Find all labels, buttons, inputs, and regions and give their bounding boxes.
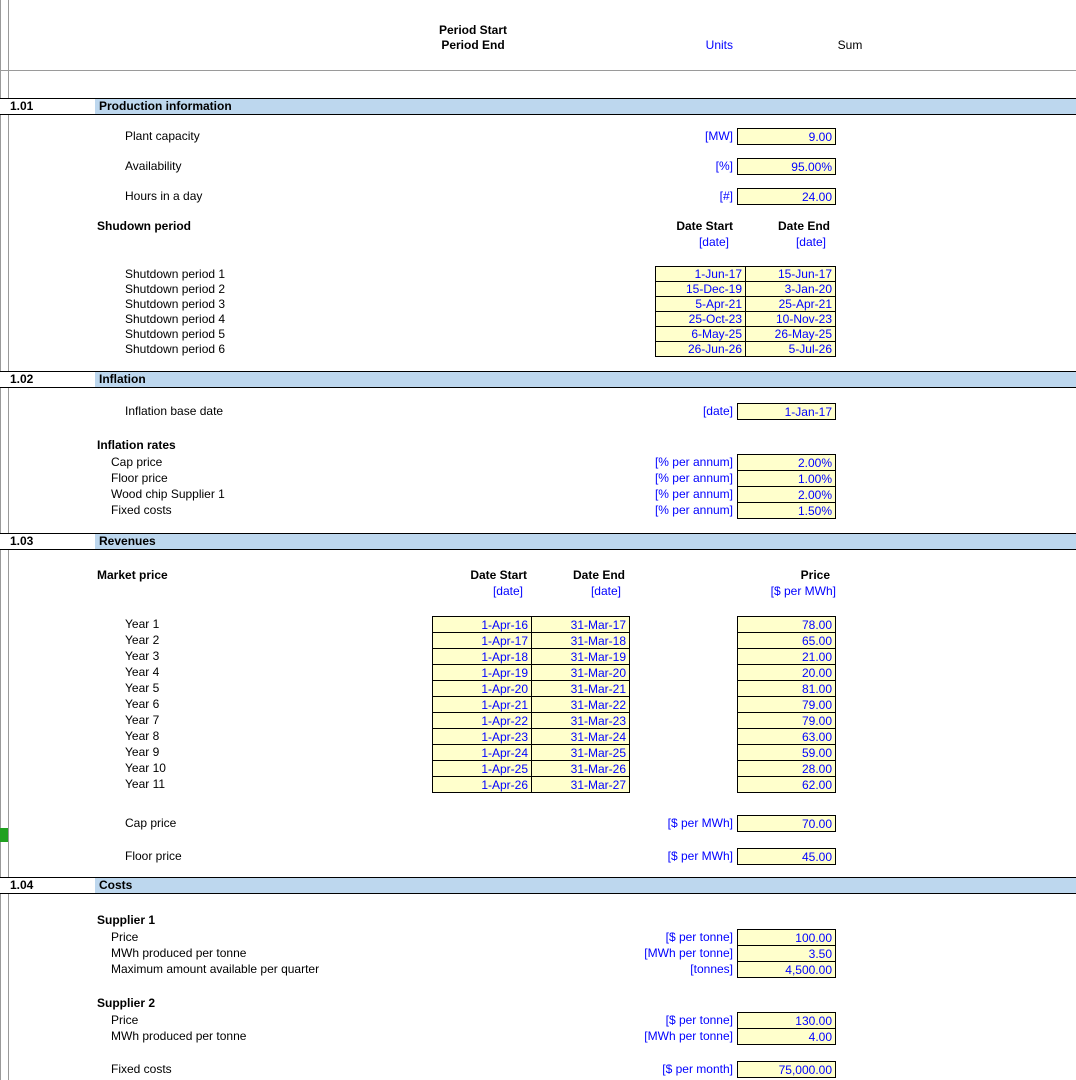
section-band-fill [95,372,1076,387]
row-inflation-wood-chip [0,486,1076,503]
year-10-start-input[interactable]: 1-Apr-25 [432,760,532,777]
shutdown-2-start-input[interactable]: 15-Dec-19 [655,281,746,297]
date-format-label: [date] [590,584,621,598]
year-6-price-input[interactable]: 79.00 [737,696,836,713]
row-year-2 [0,632,1076,649]
year-11-end-input[interactable]: 31-Mar-27 [531,776,630,793]
section-number: 1.02 [10,372,34,386]
year-2-start-input[interactable]: 1-Apr-17 [432,632,532,649]
row-availability [0,158,1076,175]
shutdown-5-end-input[interactable]: 26-May-25 [745,326,836,342]
section-band-fill [95,878,1076,893]
row-fixed-costs [0,1061,1076,1078]
row-label: Availability [125,159,182,173]
unit-label: [% per annum] [654,471,733,485]
row-label: Hours in a day [125,189,203,203]
col-header-units: Units [705,38,733,52]
row-inflation-base-date [0,403,1076,420]
date-format-label: [date] [698,235,729,249]
row-label: Shutdown period 2 [125,282,226,296]
year-3-end-input[interactable]: 31-Mar-19 [531,648,630,665]
supplier-2-mwh-input[interactable]: 4.00 [737,1028,836,1045]
year-8-price-input[interactable]: 63.00 [737,728,836,745]
year-4-end-input[interactable]: 31-Mar-20 [531,664,630,681]
row-year-7 [0,712,1076,729]
floor-price-input[interactable]: 45.00 [737,848,836,865]
col-header-sum: Sum [837,38,863,52]
col-header-period-end: Period End [441,38,505,52]
market-col-price: Price [800,568,830,582]
row-shutdown-6 [0,341,1076,358]
row-label: Year 10 [125,761,166,775]
shutdown-1-start-input[interactable]: 1-Jun-17 [655,266,746,282]
row-cap-price [0,815,1076,832]
unit-label: [% per annum] [654,487,733,501]
year-9-start-input[interactable]: 1-Apr-24 [432,744,532,761]
row-year-6 [0,696,1076,713]
year-1-price-input[interactable]: 78.00 [737,616,836,633]
shutdown-4-start-input[interactable]: 25-Oct-23 [655,311,746,327]
unit-label: [$ per tonne] [665,930,733,944]
year-6-end-input[interactable]: 31-Mar-22 [531,696,630,713]
inflation-fixed-costs-input[interactable]: 1.50% [737,502,836,519]
row-year-11 [0,776,1076,793]
row-floor-price [0,848,1076,865]
row-label: Fixed costs [111,503,172,517]
shutdown-3-end-input[interactable]: 25-Apr-21 [745,296,836,312]
row-supplier-1-mwh [0,945,1076,962]
group-title: Supplier 2 [97,996,156,1010]
row-label: Cap price [125,816,177,830]
inflation-wood-chip-input[interactable]: 2.00% [737,486,836,503]
unit-label: [MWh per tonne] [644,1029,733,1043]
supplier-1-mwh-input[interactable]: 3.50 [737,945,836,962]
year-7-end-input[interactable]: 31-Mar-23 [531,712,630,729]
shutdown-1-end-input[interactable]: 15-Jun-17 [745,266,836,282]
unit-label: [MWh per tonne] [644,946,733,960]
row-label: Maximum amount available per quarter [111,962,320,976]
shutdown-6-start-input[interactable]: 26-Jun-26 [655,341,746,357]
year-3-price-input[interactable]: 21.00 [737,648,836,665]
row-label: Year 9 [125,745,160,759]
row-label: Cap price [111,455,163,469]
shutdown-3-start-input[interactable]: 5-Apr-21 [655,296,746,312]
cap-price-input[interactable]: 70.00 [737,815,836,832]
availability-input[interactable]: 95.00% [737,158,836,175]
row-label: Price [111,1013,139,1027]
row-label: Shutdown period 5 [125,327,226,341]
section-title: Inflation [99,372,146,386]
year-11-price-input[interactable]: 62.00 [737,776,836,793]
header-divider-line [0,70,1076,71]
row-plant-capacity [0,128,1076,145]
row-market-price-header [0,567,1076,584]
row-label: Floor price [111,471,168,485]
year-9-price-input[interactable]: 59.00 [737,744,836,761]
market-col-date-end: Date End [572,568,625,582]
row-label: MWh produced per tonne [111,946,247,960]
row-supplier-1-title [0,912,1076,929]
row-shutdown-header [0,218,1076,235]
group-title: Inflation rates [97,438,176,452]
shutdown-5-start-input[interactable]: 6-May-25 [655,326,746,342]
row-label: Year 5 [125,681,160,695]
row-supplier-1-price [0,929,1076,946]
row-year-5 [0,680,1076,697]
section-title: Revenues [99,534,156,548]
row-label: Wood chip Supplier 1 [111,487,225,501]
section-number: 1.04 [10,878,34,892]
year-8-end-input[interactable]: 31-Mar-24 [531,728,630,745]
row-label: Year 2 [125,633,160,647]
unit-label: [$ per month] [662,1062,733,1076]
row-inflation-rates-title [0,437,1076,454]
year-1-end-input[interactable]: 31-Mar-17 [531,616,630,633]
year-7-start-input[interactable]: 1-Apr-22 [432,712,532,729]
year-9-end-input[interactable]: 31-Mar-25 [531,744,630,761]
year-8-start-input[interactable]: 1-Apr-23 [432,728,532,745]
row-label: Year 6 [125,697,160,711]
row-label: Year 3 [125,649,160,663]
unit-label: [#] [719,189,733,203]
row-label: Shutdown period 6 [125,342,226,356]
supplier-1-price-input[interactable]: 100.00 [737,929,836,946]
year-3-start-input[interactable]: 1-Apr-18 [432,648,532,665]
year-10-price-input[interactable]: 28.00 [737,760,836,777]
unit-label: [MW] [705,129,733,143]
row-label: Inflation base date [125,404,224,418]
shutdown-col-date-start: Date Start [676,219,733,233]
row-label: Shutdown period 4 [125,312,226,326]
row-label: Shutdown period 3 [125,297,226,311]
section-title: Production information [99,99,232,113]
unit-label: [date] [702,404,733,418]
section-header-production [0,98,1076,115]
market-col-date-start: Date Start [470,568,527,582]
row-label: Year 8 [125,729,160,743]
row-supplier-2-price [0,1012,1076,1029]
section-band-fill [95,534,1076,549]
row-label: Year 4 [125,665,160,679]
market-price-title: Market price [97,568,168,582]
row-label: Year 11 [125,777,166,791]
group-title: Supplier 1 [97,913,156,927]
year-2-price-input[interactable]: 65.00 [737,632,836,649]
row-year-10 [0,760,1076,777]
year-5-price-input[interactable]: 81.00 [737,680,836,697]
hours-in-day-input[interactable]: 24.00 [737,188,836,205]
unit-label: [tonnes] [690,962,733,976]
row-inflation-cap-price [0,454,1076,471]
row-supplier-2-mwh [0,1028,1076,1045]
unit-label: [%] [715,159,733,173]
row-label: Year 7 [125,713,160,727]
row-inflation-fixed-costs [0,502,1076,519]
row-market-price-format [0,583,1076,600]
unit-label: [$ per MWh] [667,849,733,863]
section-header-costs [0,877,1076,894]
supplier-1-max-input[interactable]: 4,500.00 [737,961,836,978]
row-label: Fixed costs [111,1062,172,1076]
inflation-floor-price-input[interactable]: 1.00% [737,470,836,487]
plant-capacity-input[interactable]: 9.00 [737,128,836,145]
shutdown-4-end-input[interactable]: 10-Nov-23 [745,311,836,327]
section-header-revenues [0,533,1076,550]
year-11-start-input[interactable]: 1-Apr-26 [432,776,532,793]
unit-label: [$ per tonne] [665,1013,733,1027]
row-inflation-floor-price [0,470,1076,487]
unit-label: [% per annum] [654,455,733,469]
row-hours-in-day [0,188,1076,205]
year-1-start-input[interactable]: 1-Apr-16 [432,616,532,633]
row-shutdown-date-format [0,234,1076,251]
row-year-1 [0,616,1076,633]
year-7-price-input[interactable]: 79.00 [737,712,836,729]
row-label: Floor price [125,849,182,863]
row-label: Price [111,930,139,944]
row-label: Shutdown period 1 [125,267,226,281]
section-number: 1.01 [10,99,34,113]
unit-label: [$ per MWh] [667,816,733,830]
row-year-3 [0,648,1076,665]
price-unit-label: [$ per MWh] [770,584,836,598]
year-6-start-input[interactable]: 1-Apr-21 [432,696,532,713]
shutdown-6-end-input[interactable]: 5-Jul-26 [745,341,836,357]
shutdown-title: Shudown period [97,219,191,233]
inflation-base-date-input[interactable]: 1-Jan-17 [737,403,836,420]
supplier-2-price-input[interactable]: 130.00 [737,1012,836,1029]
row-label: MWh produced per tonne [111,1029,247,1043]
row-supplier-2-title [0,995,1076,1012]
section-number: 1.03 [10,534,34,548]
row-supplier-1-max [0,961,1076,978]
unit-label: [% per annum] [654,503,733,517]
year-5-start-input[interactable]: 1-Apr-20 [432,680,532,697]
year-2-end-input[interactable]: 31-Mar-18 [531,632,630,649]
row-year-9 [0,744,1076,761]
section-title: Costs [99,878,133,892]
row-label: Plant capacity [125,129,200,143]
row-year-8 [0,728,1076,745]
section-header-inflation [0,371,1076,388]
shutdown-2-end-input[interactable]: 3-Jan-20 [745,281,836,297]
fixed-costs-input[interactable]: 75,000.00 [737,1061,836,1078]
row-year-4 [0,664,1076,681]
col-header-period-start: Period Start [438,23,507,37]
date-format-label: [date] [492,584,523,598]
inflation-cap-price-input[interactable]: 2.00% [737,454,836,471]
year-4-price-input[interactable]: 20.00 [737,664,836,681]
year-4-start-input[interactable]: 1-Apr-19 [432,664,532,681]
year-10-end-input[interactable]: 31-Mar-26 [531,760,630,777]
date-format-label: [date] [795,235,826,249]
year-5-end-input[interactable]: 31-Mar-21 [531,680,630,697]
shutdown-col-date-end: Date End [777,219,830,233]
row-label: Year 1 [125,617,160,631]
section-band-fill [95,99,1076,114]
